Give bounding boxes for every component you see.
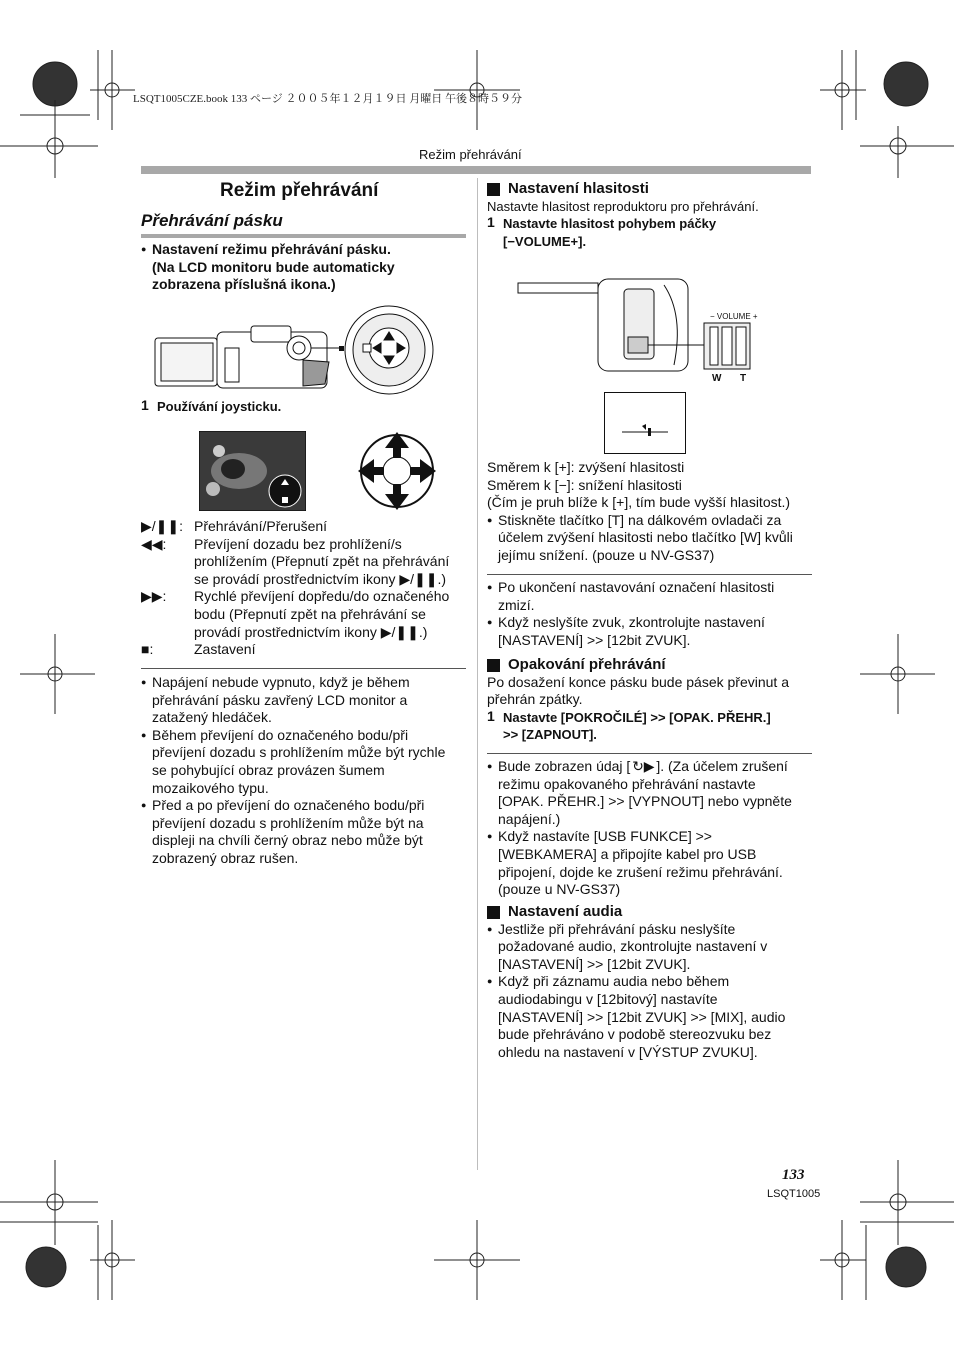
symbol-desc-line: Převíjení dozadu bez prohlížení/s bbox=[194, 535, 402, 552]
volume-note-line: ● Když neslyšíte zvuk, zkontrolujte nastavení bbox=[487, 614, 812, 632]
w-label: W bbox=[712, 373, 722, 384]
volume-step-text-2: [−VOLUME+]. bbox=[503, 233, 587, 249]
audio-heading: Nastavení audia bbox=[487, 903, 812, 921]
repeat-note-line: režimu opakovaného přehrávání nastavte bbox=[498, 775, 756, 792]
divider bbox=[487, 753, 812, 754]
volume-display-screen bbox=[604, 392, 686, 454]
audio-note-line: bude přehráváno v podobě stereozvuku bez bbox=[498, 1026, 772, 1043]
repeat-intro-line: přehrán zpátky. bbox=[487, 691, 583, 708]
note-line: přehrávání pásku zavřený LCD monitor a bbox=[152, 691, 408, 708]
repeat-note-line: připojení, dojde ke zrušení režimu přehrávání. bbox=[498, 863, 783, 880]
volume-lever-figure bbox=[514, 265, 764, 385]
page-code: LSQT1005 bbox=[767, 1188, 821, 1200]
symbol-desc-line: provádí prostřednictvím ikony ▶/❚❚.) bbox=[194, 623, 428, 640]
note-line: zatažený hledáček. bbox=[152, 709, 272, 726]
intro-bullet: ● Nastavení režimu přehrávání pásku. (Na LCD monitoru bude automaticky zobrazena příslušná ikona.) bbox=[141, 241, 466, 294]
symbol-row bbox=[141, 588, 466, 641]
repeat-step-text-2: >> [ZAPNOUT]. bbox=[503, 727, 597, 743]
print-header: LSQT1005CZE.book 133 ページ ２００５年１２月１９日 月曜日 午後８時５９分 bbox=[133, 93, 523, 105]
volume-step-text: Nastavte hlasitost pohybem páčky bbox=[503, 216, 717, 232]
symbol-desc-line: Přehrávání/Přerušení bbox=[194, 518, 328, 534]
repeat-step-text: Nastavte [POKROČILÉ] >> [OPAK. PŘEHR.] bbox=[503, 709, 771, 725]
symbol-desc-line: Zastavení bbox=[194, 641, 256, 658]
symbol-desc-line: bodu (Přepnutí zpět na přehrávání se bbox=[194, 605, 426, 622]
step-1 bbox=[141, 398, 466, 416]
divider bbox=[141, 668, 466, 669]
audio-note-line: požadované audio, zkontrolujte nastavení v bbox=[498, 938, 768, 955]
volume-plus-text: Směrem k [+]: zvýšení hlasitosti bbox=[487, 459, 685, 475]
volume-direction bbox=[487, 459, 812, 565]
volume-note: (Čím je pruh blíže k [+], tím bude vyšší hlasitost.) bbox=[487, 494, 791, 511]
repeat-section: Opakování přehrávání Po dosažení konce pásku bude pásek převinut a přehrán zpátky. 1 Nastavte [POKROČILÉ] >> [OPAK. PŘEHR.] >> [ZAPNOUT]. bbox=[487, 656, 812, 744]
playback-photo bbox=[199, 431, 306, 511]
running-head: Režim přehrávání bbox=[419, 147, 522, 162]
t-label: T bbox=[740, 373, 747, 384]
volume-label: − VOLUME + bbox=[710, 312, 758, 321]
repeat-note-line: napájení.) bbox=[498, 810, 561, 827]
repeat-notes: ● Bude zobrazen údaj [ ↻▶ ]. (Za účelem zrušení režimu opakovaného přehrávání nastavte [OPAK. PŘEHR.] >> [VYPNOUT] nebo vypněte napájení.) ● Když nastavíte [USB FUNKCE] >> [WEBKAMERA] a připojíte kabel pro USB připojení, dojde ke zrušení režimu přehrávání. (pouze u NV-GS37) bbox=[487, 758, 812, 899]
note-line: ● Napájení nebude vypnuto, když je během bbox=[141, 674, 466, 692]
volume-minus-text: Směrem k [−]: snížení hlasitosti bbox=[487, 476, 682, 493]
joystick-arrows-icon bbox=[357, 430, 437, 512]
symbol-desc-line: prohlížením (Přepnutí zpět na přehrávání bbox=[194, 553, 450, 570]
page-number: 133 bbox=[782, 1167, 805, 1183]
audio-note-line: [NASTAVENÍ] >> [12bit ZVUK]. bbox=[498, 955, 691, 972]
left-notes bbox=[141, 674, 466, 868]
volume-intro: Nastavte hlasitost reproduktoru pro přehrávání. bbox=[487, 198, 759, 214]
audio-note-line: [NASTAVENÍ] >> [12bit ZVUK] >> [MIX], audio bbox=[498, 1008, 786, 1025]
top-rule bbox=[141, 166, 811, 174]
camera-joystick-figure bbox=[153, 300, 438, 398]
audio-section bbox=[487, 903, 812, 1061]
audio-note-line: audiodabingu v [12bitový] nastavíte bbox=[498, 990, 718, 1007]
symbol-row bbox=[141, 641, 466, 659]
step-number: 1 bbox=[141, 397, 149, 413]
note-line: zobrazený obraz rušen. bbox=[152, 849, 299, 866]
note-line: se pohybující obraz provázen šumem bbox=[152, 761, 385, 778]
volume-note-line: [NASTAVENÍ] >> [12bit ZVUK]. bbox=[498, 631, 691, 648]
remote-note-line: účelem zvýšení hlasitosti nebo tlačítko [W] kvůli bbox=[498, 529, 793, 546]
divider bbox=[487, 574, 812, 575]
repeat-note-line: (pouze u NV-GS37) bbox=[498, 881, 621, 898]
note-line: ● Během převíjení do označeného bodu/při bbox=[141, 727, 466, 745]
repeat-heading: Opakování přehrávání bbox=[487, 656, 812, 674]
repeat-note-line: ● Když nastavíte [USB FUNKCE] >> bbox=[487, 828, 812, 846]
audio-note-line: ● Když při záznamu audia nebo během bbox=[487, 973, 812, 991]
volume-section: Nastavení hlasitosti Nastavte hlasitost reproduktoru pro přehrávání. 1 Nastavte hlasitost pohybem páčky [−VOLUME+]. bbox=[487, 180, 812, 250]
repeat-intro-line: Po dosažení konce pásku bude pásek převinut a bbox=[487, 673, 789, 690]
repeat-play-icon: ↻▶ bbox=[632, 758, 655, 774]
symbol-glyph: ▶▶: bbox=[141, 588, 167, 605]
volume-note-line: zmizí. bbox=[498, 596, 535, 613]
symbol-glyph: ■: bbox=[141, 641, 154, 658]
page-title: Režim přehrávání bbox=[220, 180, 379, 201]
section-subtitle: Přehrávání pásku bbox=[141, 211, 283, 230]
remote-note-line: ● Stiskněte tlačítko [T] na dálkovém ovladači za bbox=[487, 512, 812, 530]
audio-note-line: ohledu na nastavení v [VÝSTUP ZVUKU]. bbox=[498, 1043, 758, 1060]
symbol-glyph: ▶/❚❚: bbox=[141, 518, 184, 534]
symbol-desc-line: se provádí prostřednictvím ikony ▶/❚❚.) bbox=[194, 570, 447, 587]
volume-notes bbox=[487, 579, 812, 649]
repeat-note-line: [WEBKAMERA] a připojíte kabel pro USB bbox=[498, 845, 757, 862]
note-line: převíjení dozadu s prohlížením může být rychle bbox=[152, 744, 446, 761]
column-divider bbox=[477, 178, 478, 1170]
volume-heading: Nastavení hlasitosti bbox=[487, 180, 812, 198]
symbol-row bbox=[141, 518, 466, 536]
note-line: mozaikového typu. bbox=[152, 779, 269, 796]
symbol-glyph: ◀◀: bbox=[141, 535, 167, 552]
remote-note-line: jejímu snížení. (pouze u NV-GS37) bbox=[498, 546, 715, 563]
note-line: displeji na chvíli černý obraz nebo může být bbox=[152, 832, 423, 849]
symbol-desc-line: Rychlé převíjení dopředu/do označeného bbox=[194, 588, 450, 605]
repeat-note-line: [OPAK. PŘEHR.] >> [VYPNOUT] nebo vypněte bbox=[498, 793, 792, 810]
symbol-list bbox=[141, 518, 466, 659]
step-text: Používání joysticku. bbox=[157, 399, 282, 414]
volume-note-line: ● Po ukončení nastavování označení hlasitosti bbox=[487, 579, 812, 597]
note-line: převíjení dozadu s prohlížením může být na bbox=[152, 814, 424, 831]
note-line: ● Před a po převíjení do označeného bodu/při bbox=[141, 797, 466, 815]
symbol-row bbox=[141, 536, 466, 589]
repeat-intro bbox=[487, 674, 812, 709]
volume-remote-note bbox=[487, 512, 812, 565]
audio-note-line: ● Jestliže při přehrávání pásku neslyšíte bbox=[487, 921, 812, 939]
subtitle-rule bbox=[141, 234, 466, 238]
